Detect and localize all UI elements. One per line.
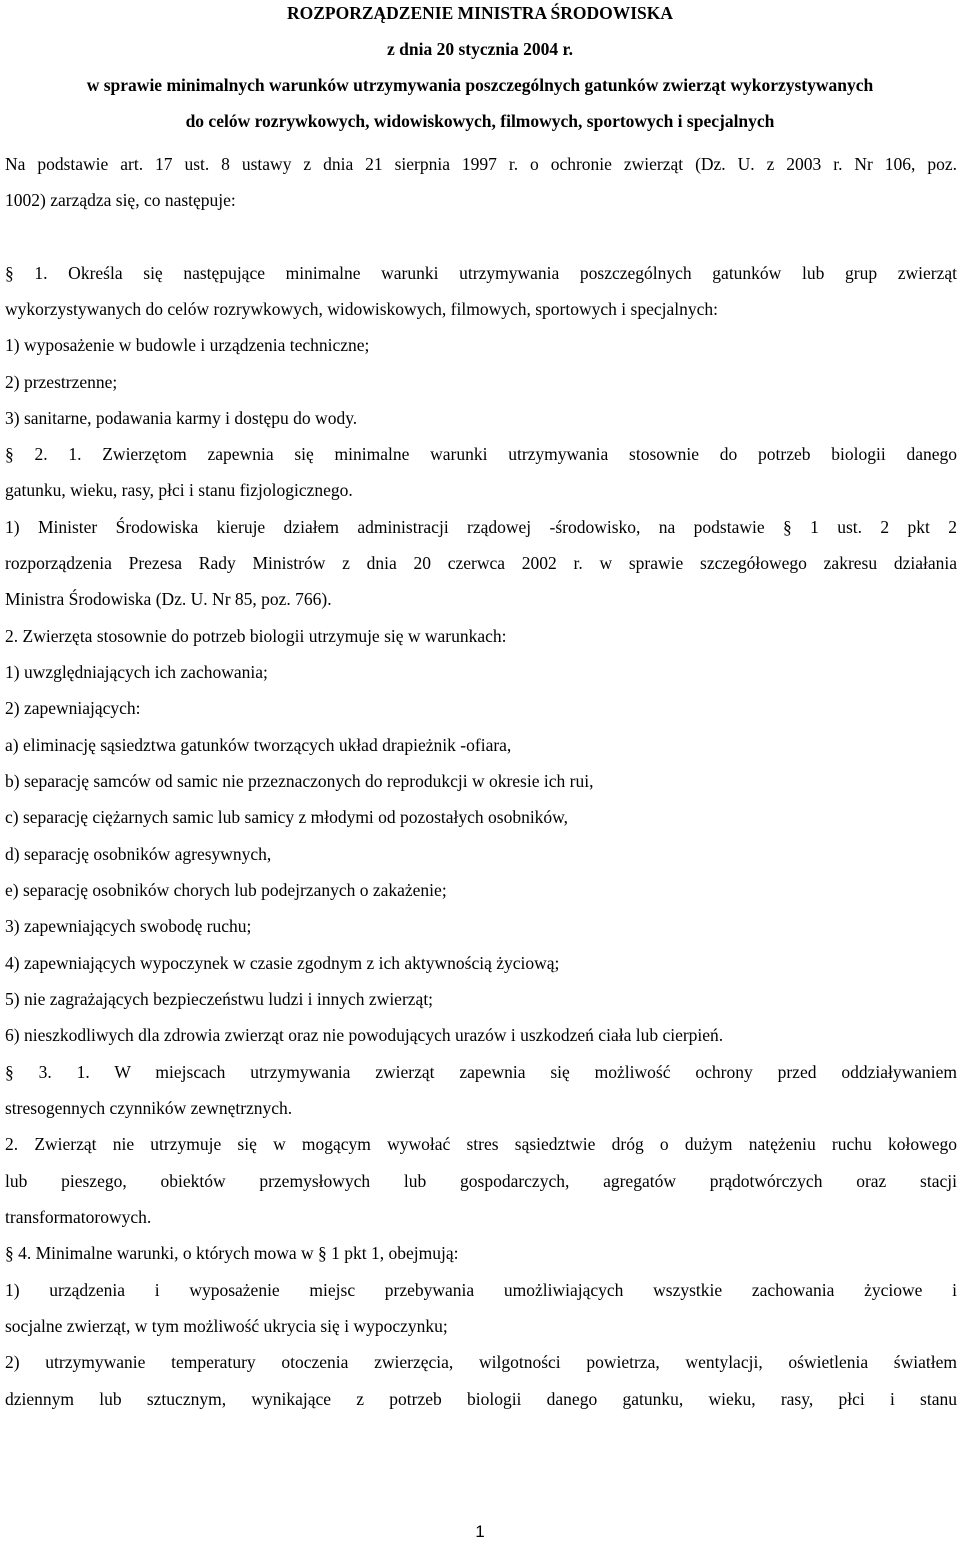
text-line: Na podstawie art. 17 ust. 8 ustawy z dnia 21 sierpnia 1997 r. o ochronie zwierząt (Dz. U. z 2003 r. Nr 106, poz. — [5, 154, 957, 174]
list-item: 6) nieszkodliwych dla zdrowia zwierząt oraz nie powodujących urazów i uszkodzeń ciała lub cierpień. — [5, 1025, 724, 1045]
list-item: a) eliminację sąsiedztwa gatunków tworzących układ drapieżnik -ofiara, — [5, 735, 512, 755]
list-item: 2) utrzymywanie temperatury otoczenia zwierzęcia, wilgotności powietrza, wentylacji, oświetlenia światłem — [5, 1352, 957, 1372]
list-item: 1) wyposażenie w budowle i urządzenia techniczne; — [5, 335, 370, 355]
regulation-title: ROZPORZĄDZENIE MINISTRA ŚRODOWISKA — [286, 3, 674, 23]
list-item: d) separację osobników agresywnych, — [5, 844, 272, 864]
list-item: 1) uwzględniających ich zachowania; — [5, 662, 268, 682]
list-item: b) separację samców od samic nie przeznaczonych do reprodukcji w okresie ich rui, — [5, 771, 594, 791]
text-line: lub pieszego, obiektów przemysłowych lub gospodarczych, agregatów prądotwórczych oraz stacji — [5, 1171, 957, 1191]
regulation-subject-line-1: w sprawie minimalnych warunków utrzymywania poszczególnych gatunków zwierząt wykorzystywanych — [86, 75, 874, 95]
text-line: 1002) zarządza się, co następuje: — [5, 190, 236, 210]
text-line: 2. Zwierzęta stosownie do potrzeb biologii utrzymuje się w warunkach: — [5, 626, 507, 646]
list-item: 2) przestrzenne; — [5, 372, 118, 392]
text-line: socjalne zwierząt, w tym możliwość ukrycia się i wypoczynku; — [5, 1316, 448, 1336]
list-item: e) separację osobników chorych lub podejrzanych o zakażenie; — [5, 880, 447, 900]
regulation-subject-line-2: do celów rozrywkowych, widowiskowych, filmowych, sportowych i specjalnych — [185, 111, 775, 131]
paragraph-1-line: § 1. Określa się następujące minimalne warunki utrzymywania poszczególnych gatunków lub grup zwierząt — [5, 263, 957, 283]
text-line: gatunku, wieku, rasy, płci i stanu fizjologicznego. — [5, 480, 353, 500]
list-item: 5) nie zagrażających bezpieczeństwu ludzi i innych zwierząt; — [5, 989, 434, 1009]
text-line: rozporządzenia Prezesa Rady Ministrów z dnia 20 czerwca 2002 r. w sprawie szczegółowego zakresu działania — [5, 553, 957, 573]
regulation-date: z dnia 20 stycznia 2004 r. — [386, 39, 574, 59]
list-item: 3) sanitarne, podawania karmy i dostępu do wody. — [5, 408, 358, 428]
text-line: transformatorowych. — [5, 1207, 152, 1227]
text-line: 1) Minister Środowiska kieruje działem administracji rządowej -środowisko, na podstawie § 1 ust. 2 pkt 2 — [5, 517, 957, 537]
text-line: wykorzystywanych do celów rozrywkowych, widowiskowych, filmowych, sportowych i specjalnych: — [5, 299, 718, 319]
list-item: 2) zapewniających: — [5, 698, 141, 718]
list-item: 4) zapewniających wypoczynek w czasie zgodnym z ich aktywnością życiową; — [5, 953, 560, 973]
paragraph-2-line: § 2. 1. Zwierzętom zapewnia się minimalne warunki utrzymywania stosownie do potrzeb biologii danego — [5, 444, 957, 464]
page-number: 1 — [475, 1522, 485, 1541]
document-heading — [0, 0, 960, 139]
text-line: dziennym lub sztucznym, wynikające z potrzeb biologii danego gatunku, wieku, rasy, płci i stanu — [5, 1389, 957, 1409]
list-item: 1) urządzenia i wyposażenie miejsc przebywania umożliwiających wszystkie zachowania życiowe i — [5, 1280, 957, 1300]
paragraph-4-line: § 4. Minimalne warunki, o których mowa w § 1 pkt 1, obejmują: — [5, 1243, 459, 1263]
list-item: c) separację ciężarnych samic lub samicy z młodymi od pozostałych osobników, — [5, 807, 569, 827]
list-item: 3) zapewniających swobodę ruchu; — [5, 916, 252, 936]
text-line: 2. Zwierząt nie utrzymuje się w mogącym wywołać stres sąsiedztwie dróg o dużym natężeniu ruchu kołowego — [5, 1134, 957, 1154]
paragraph-3-line: § 3. 1. W miejscach utrzymywania zwierząt zapewnia się możliwość ochrony przed oddziaływaniem — [5, 1062, 957, 1082]
text-line: Ministra Środowiska (Dz. U. Nr 85, poz. 766). — [5, 589, 332, 609]
text-line: stresogennych czynników zewnętrznych. — [5, 1098, 293, 1118]
